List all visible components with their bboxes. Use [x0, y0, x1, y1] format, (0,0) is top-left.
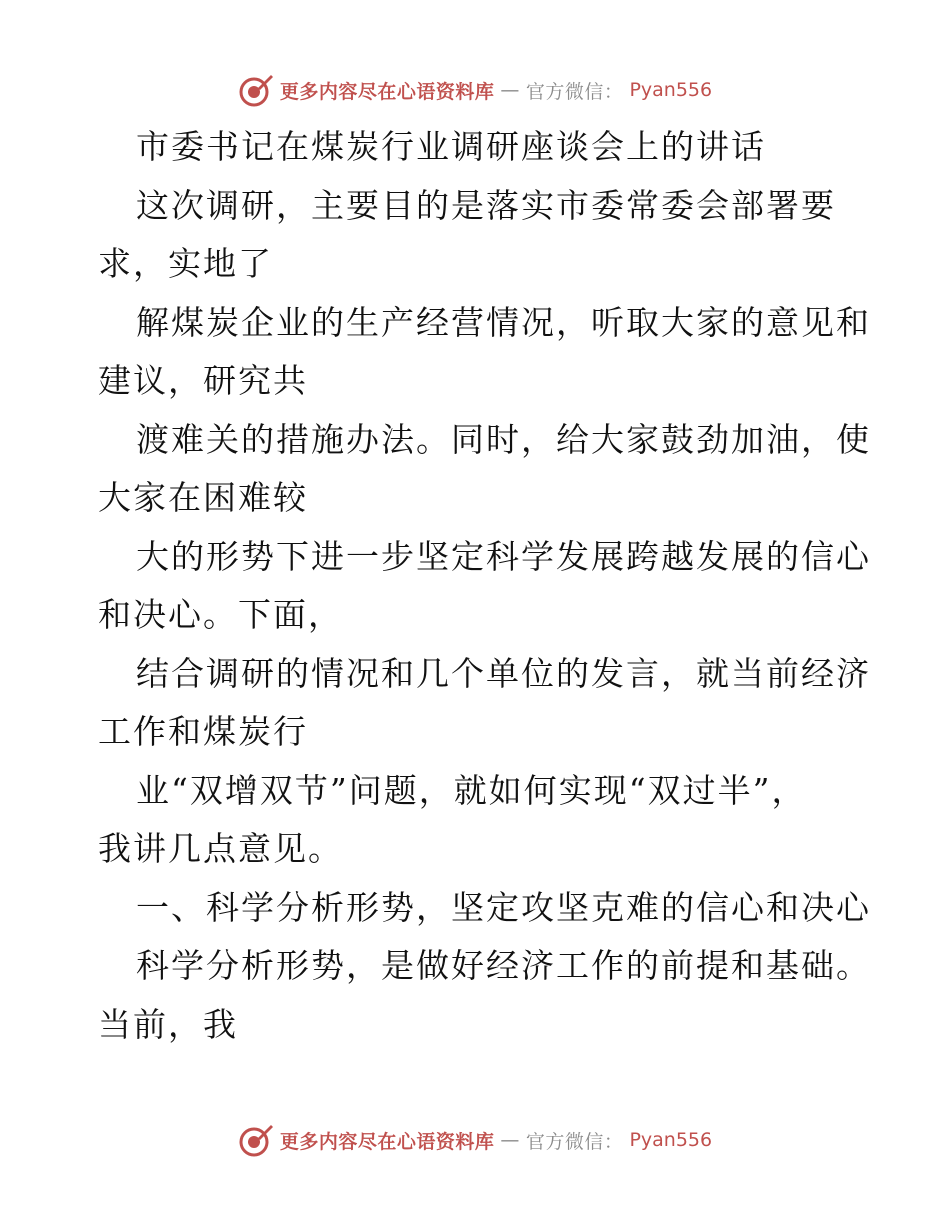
document-title: 市委书记在煤炭行业调研座谈会上的讲话	[136, 127, 766, 166]
paragraph-line: 工作和煤炭行	[98, 712, 308, 751]
paragraph-line: 我讲几点意见。	[98, 829, 343, 868]
header-watermark	[0, 70, 950, 110]
paragraph-line: 和决心。下面，	[98, 595, 343, 634]
watermark-official-label: 官方微信：	[525, 80, 624, 103]
paragraph-line: 解煤炭企业的生产经营情况，听取大家的意见和	[136, 302, 871, 342]
section-heading: 一、科学分析形势，坚定攻坚克难的信心和决心	[136, 887, 871, 927]
watermark-wechat-id: Pyan556	[629, 79, 713, 101]
watermark-main-text: 更多内容尽在心语资料库	[279, 80, 495, 103]
paragraph-line: 大的形势下进一步坚定科学发展跨越发展的信心	[136, 536, 871, 576]
footer-watermark	[0, 1120, 950, 1160]
paragraph-line: 大家在困难较	[98, 478, 308, 517]
paragraph-line: 结合调研的情况和几个单位的发言，就当前经济	[136, 653, 871, 693]
paragraph-line: 求，实地了	[98, 244, 273, 283]
watermark-dash: —	[500, 1129, 520, 1151]
paragraph-line: 科学分析形势，是做好经济工作的前提和基础。	[136, 946, 871, 985]
pen-circle-logo-icon	[238, 72, 274, 108]
paragraph-line: 渡难关的措施办法。同时，给大家鼓劲加油，使	[136, 419, 871, 459]
watermark-dash: —	[500, 79, 520, 101]
watermark-official-label: 官方微信：	[525, 1130, 624, 1153]
paragraph-line: 建议，研究共	[98, 361, 308, 400]
paragraph-line: 业“双增双节”问题，就如何实现“双过半”，	[136, 770, 807, 810]
paragraph-line: 这次调研，主要目的是落实市委常委会部署要	[136, 185, 836, 225]
document-body	[98, 118, 871, 1054]
watermark-wechat-id: Pyan556	[629, 1129, 713, 1151]
paragraph-line: 当前，我	[98, 1004, 238, 1044]
pen-circle-logo-icon	[238, 1122, 274, 1158]
watermark-main-text: 更多内容尽在心语资料库	[279, 1130, 495, 1153]
